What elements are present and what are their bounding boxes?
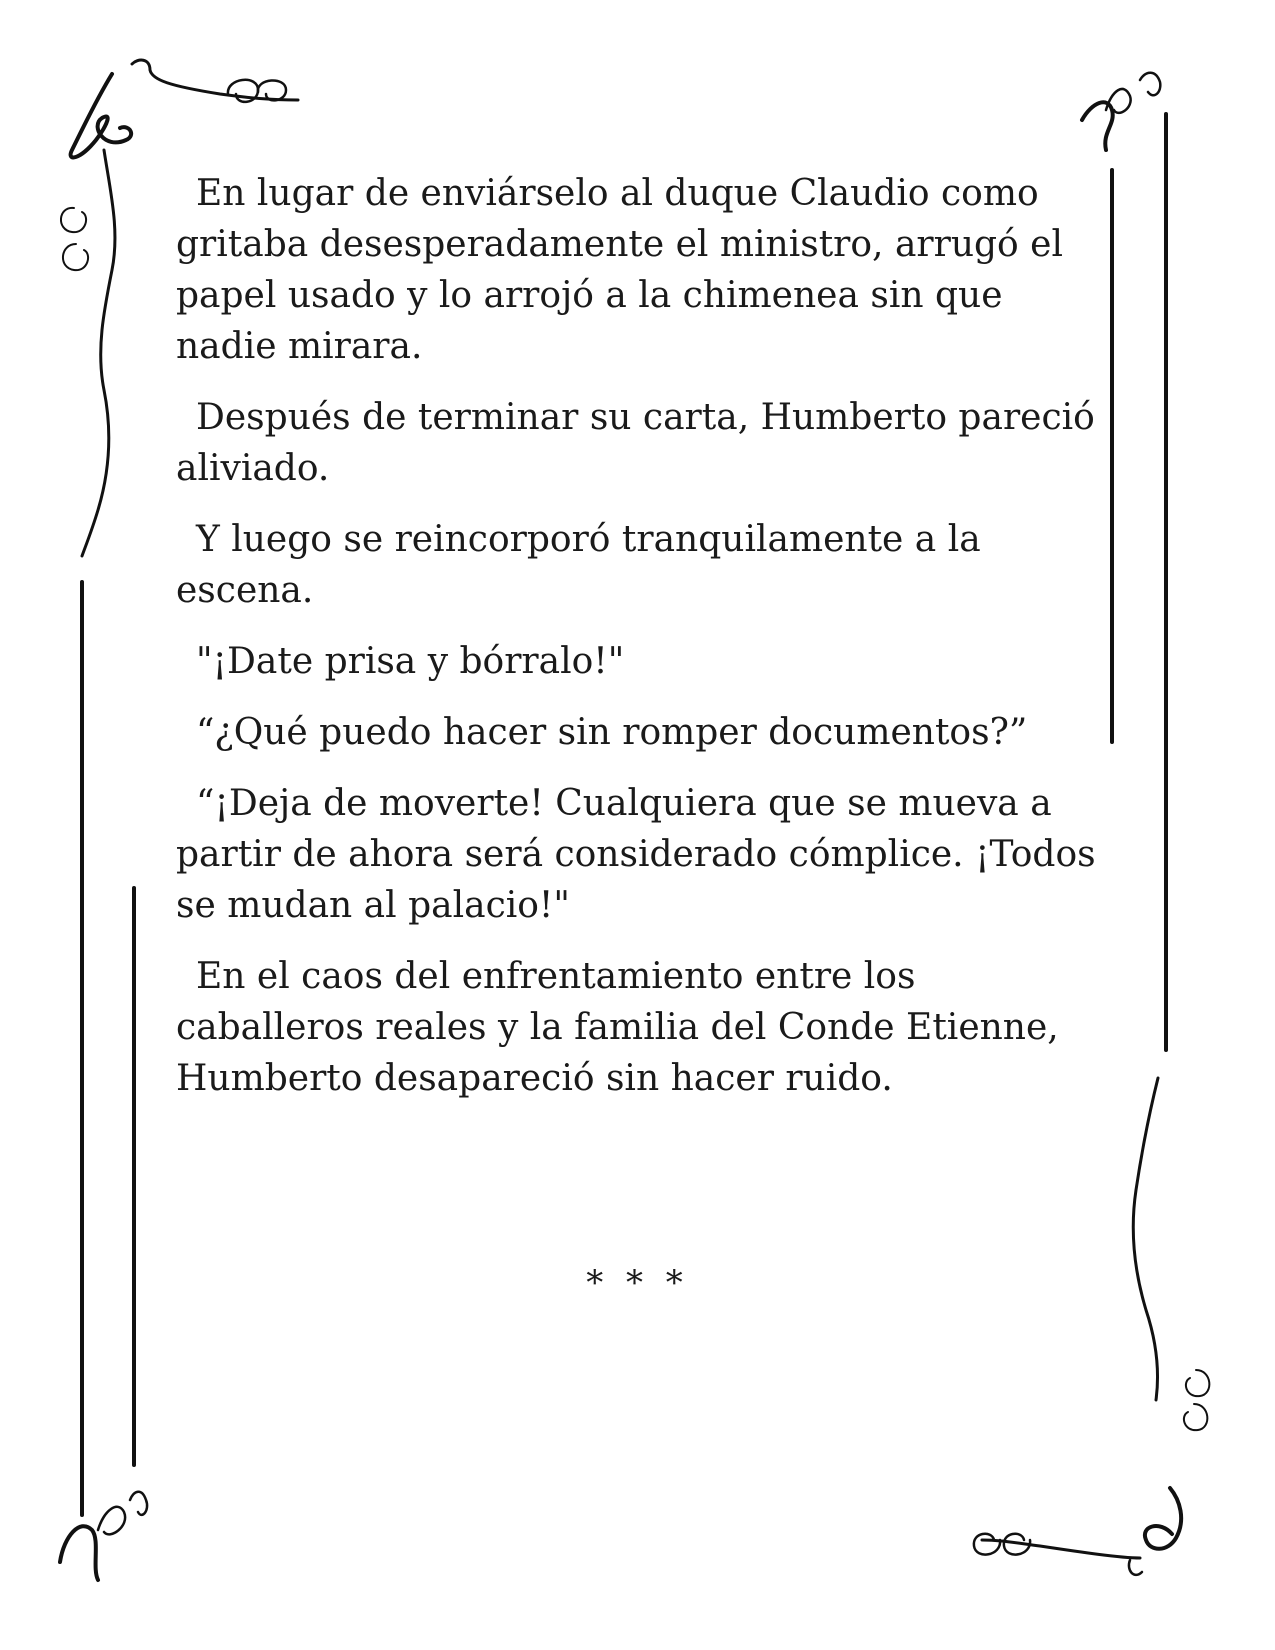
dialogue-line: "¡Date prisa y bórralo!" (196, 641, 625, 682)
paragraph: Después de terminar su carta, Humberto pareció aliviado. (176, 397, 1095, 489)
dialogue-line: “¡Deja de moverte! Cualquiera que se mueva a partir de ahora será considerado cómplice. ¡Todos se mudan al palacio!" (176, 783, 1096, 926)
dialogue-line: “¿Qué puedo hacer sin romper documentos?” (196, 712, 1028, 753)
paragraph: En el caos del enfrentamiento entre los caballeros reales y la familia del Conde Etienne, Humberto desapareció sin hacer ruido. (176, 956, 1059, 1099)
bottom-left-flourish-icon (60, 1492, 147, 1580)
top-right-flourish-icon (1082, 73, 1160, 150)
paragraph: Y luego se reincorporó tranquilamente a la escena. (176, 519, 981, 611)
paragraph: En lugar de enviárselo al duque Claudio como gritaba desesperadamente el ministro, arrugó el papel usado y lo arrojó a la chimenea sin que nadie mirara. (176, 173, 1063, 367)
bottom-right-flourish-icon (974, 1078, 1210, 1575)
scene-separator: * * * (586, 1263, 689, 1303)
story-text (176, 168, 1106, 1124)
